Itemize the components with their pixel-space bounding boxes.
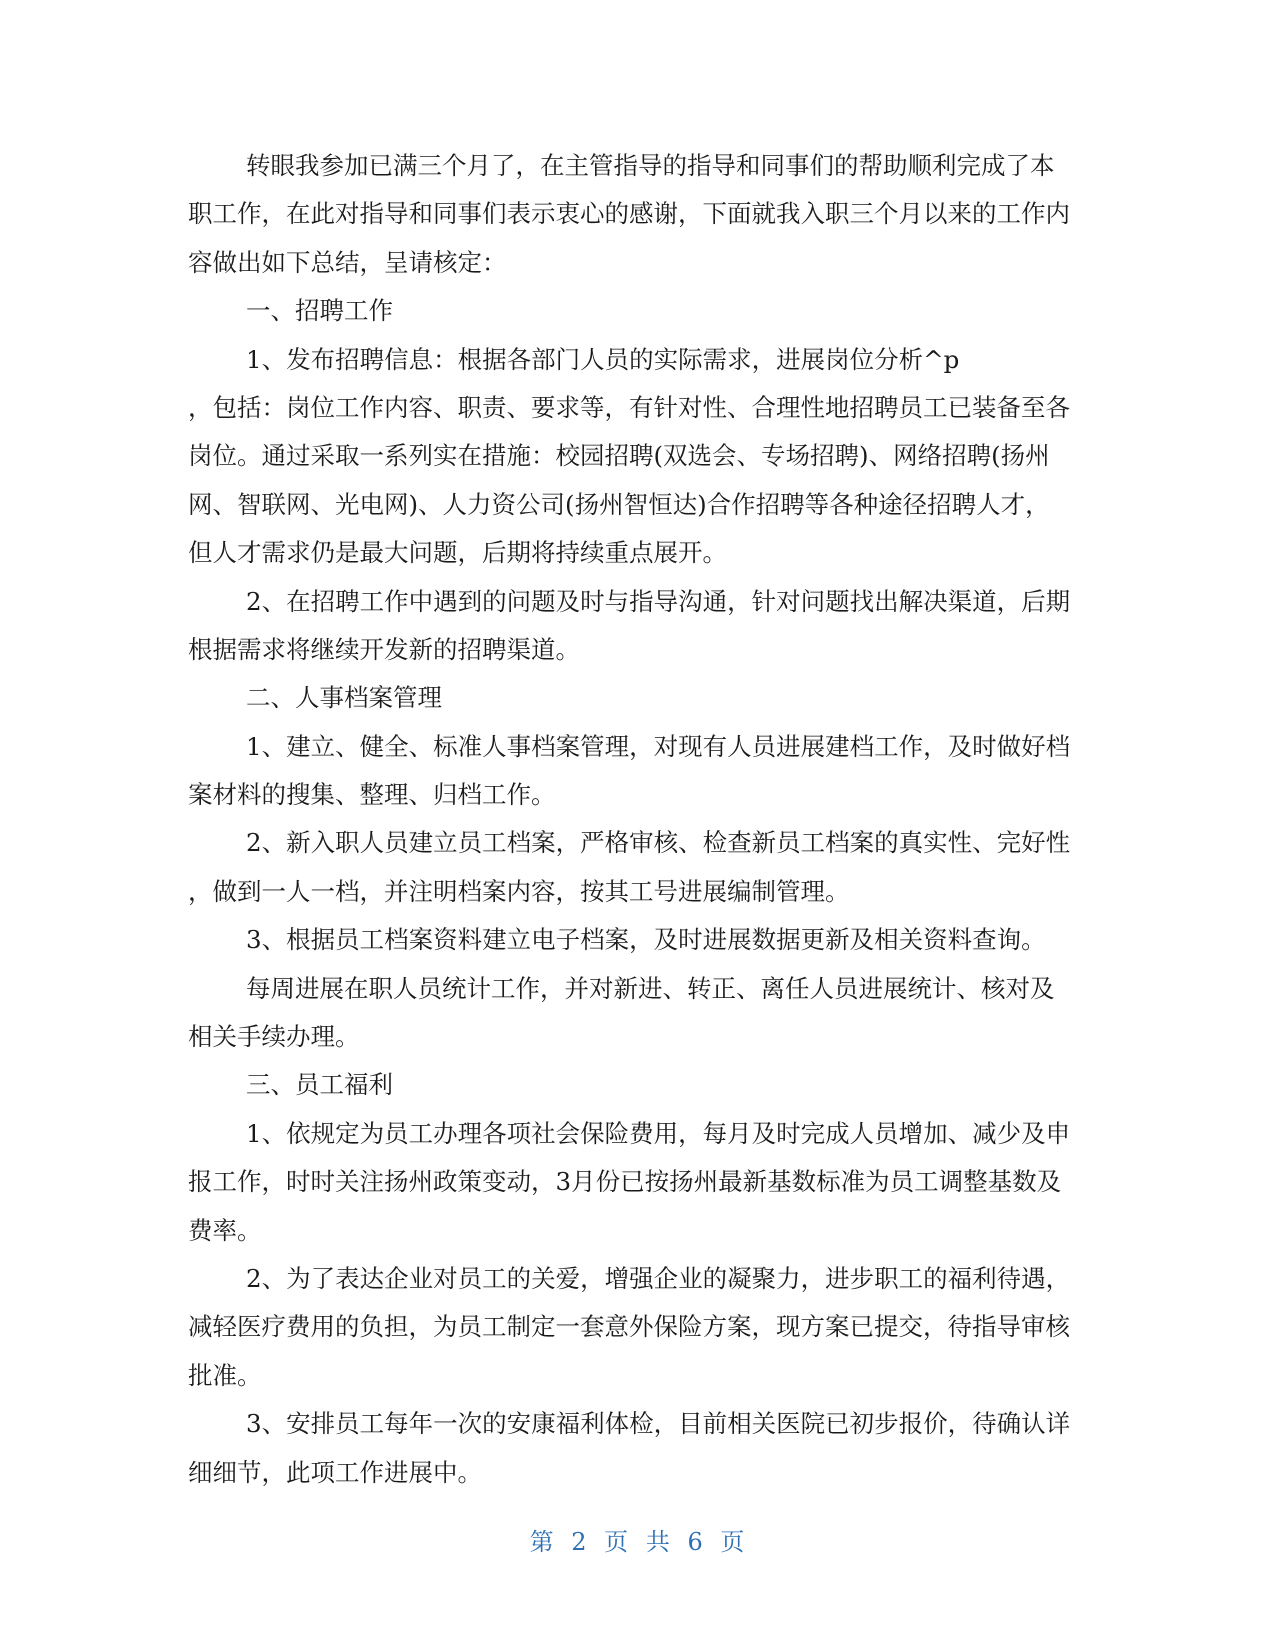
text-line: 二、人事档案管理 — [246, 683, 442, 713]
text-line: 三、员工福利 — [246, 1070, 393, 1100]
text-line: ，做到一人一档，并注明档案内容，按其工号进展编制管理。 — [188, 876, 850, 906]
text-line: 根据需求将继续开发新的招聘渠道。 — [188, 634, 580, 664]
page-footer — [0, 1522, 1275, 1557]
text-line: 但人才需求仍是最大问题，后期将持续重点展开。 — [188, 538, 727, 568]
text-line: 减轻医疗费用的负担，为员工制定一套意外保险方案，现方案已提交，待指导审核 — [188, 1312, 1070, 1342]
text-line: 岗位。通过采取一系列实在措施：校园招聘(双选会、专场招聘)、网络招聘(扬州 — [188, 441, 1050, 471]
text-line: 职工作，在此对指导和同事们表示衷心的感谢，下面就我入职三个月以来的工作内 — [188, 199, 1070, 229]
document-body — [188, 142, 1088, 1497]
text-line: 1、建立、健全、标准人事档案管理，对现有人员进展建档工作，及时做好档 — [246, 731, 1071, 761]
text-line: 批准。 — [188, 1360, 262, 1390]
text-line: 报工作，时时关注扬州政策变动，3月份已按扬州最新基数标准为员工调整基数及 — [188, 1167, 1062, 1197]
text-line: 3、根据员工档案资料建立电子档案，及时进展数据更新及相关资料查询。 — [246, 925, 1046, 955]
text-line: 费率。 — [188, 1215, 262, 1245]
text-line: 2、为了表达企业对员工的关爱，增强企业的凝聚力，进步职工的福利待遇， — [246, 1263, 1071, 1293]
text-line: 3、安排员工每年一次的安康福利体检，目前相关医院已初步报价，待确认详 — [246, 1409, 1071, 1439]
text-line: 容做出如下总结，呈请核定： — [188, 247, 507, 277]
text-line: 案材料的搜集、整理、归档工作。 — [188, 780, 556, 810]
text-line: 细细节，此项工作进展中。 — [188, 1457, 482, 1487]
text-line: 相关手续办理。 — [188, 1022, 360, 1052]
text-line: 一、招聘工作 — [246, 296, 393, 326]
total-page-number: 6 — [687, 1528, 704, 1556]
text-line: 1、发布招聘信息：根据各部门人员的实际需求，进展岗位分析^p — [246, 344, 960, 374]
text-line: 每周进展在职人员统计工作，并对新进、转正、离任人员进展统计、核对及 — [246, 973, 1055, 1003]
current-page-number: 2 — [571, 1528, 588, 1556]
footer-prefix: 第 — [529, 1528, 555, 1556]
footer-total-word: 共 — [645, 1528, 671, 1556]
text-line: ，包括：岗位工作内容、职责、要求等，有针对性、合理性地招聘员工已装备至各 — [188, 392, 1070, 422]
footer-suffix: 页 — [720, 1528, 746, 1556]
text-line: 转眼我参加已满三个月了，在主管指导的指导和同事们的帮助顺利完成了本 — [246, 151, 1055, 180]
text-line: 2、在招聘工作中遇到的问题及时与指导沟通，针对问题找出解决渠道，后期 — [246, 586, 1071, 616]
text-line: 1、依规定为员工办理各项社会保险费用，每月及时完成人员增加、减少及申 — [246, 1118, 1071, 1148]
footer-page-word: 页 — [604, 1528, 630, 1556]
text-line: 网、智联网、光电网)、人力资公司(扬州智恒达)合作招聘等各种途径招聘人才， — [188, 489, 1050, 519]
text-line: 2、新入职人员建立员工档案，严格审核、检查新员工档案的真实性、完好性 — [246, 828, 1071, 858]
